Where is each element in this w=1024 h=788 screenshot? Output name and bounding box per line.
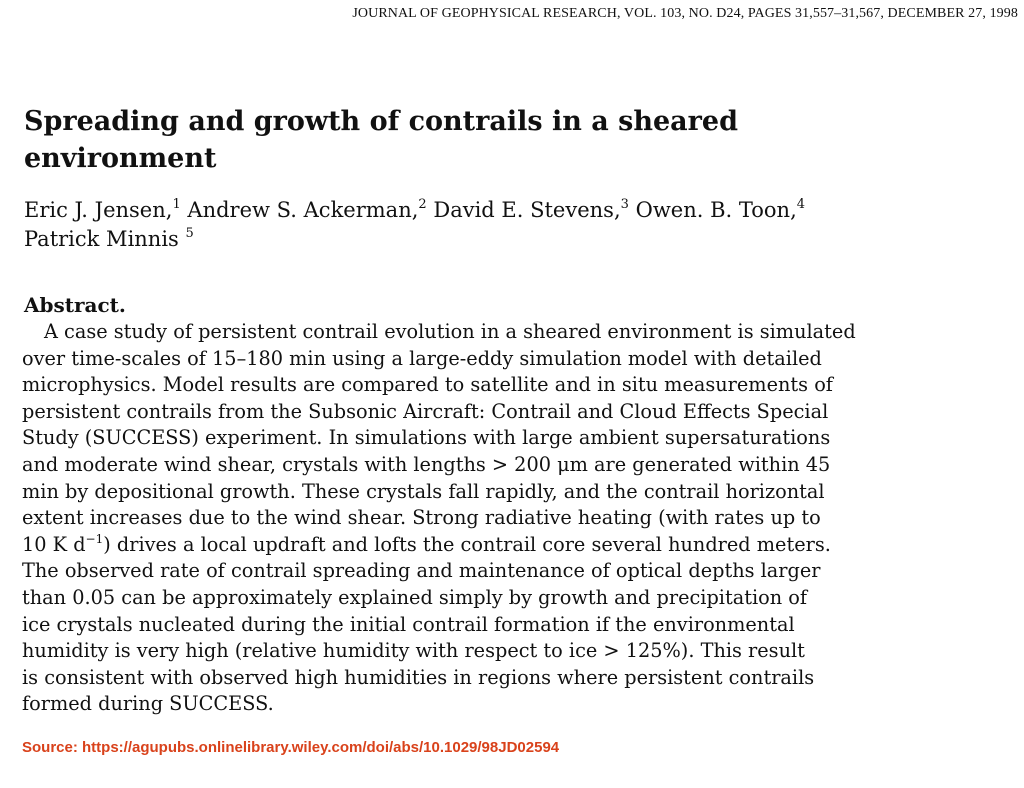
paper-title <box>24 103 924 177</box>
author-name: Andrew S. Ackerman, <box>187 198 419 222</box>
abstract-body <box>22 319 1022 718</box>
abstract-line: than 0.05 can be approximately explained simply by growth and precipitation of <box>22 585 808 609</box>
abstract-line: Study (SUCCESS) experiment. In simulations with large ambient supersaturations <box>22 426 831 450</box>
title-line-2: environment <box>24 143 217 174</box>
abstract-line-radiative <box>22 532 1022 559</box>
title-line-1: Spreading and growth of contrails in a sheared <box>24 106 738 137</box>
abstract-heading: Abstract. <box>24 293 126 317</box>
abstract-line: over time-scales of 15–180 min using a large-eddy simulation model with detailed <box>22 346 822 370</box>
abstract-line: The observed rate of contrail spreading and maintenance of optical depths larger <box>22 559 821 583</box>
abstract-line: and moderate wind shear, crystals with lengths > 200 μm are generated within 45 <box>22 452 831 476</box>
abstract-text: ) drives a local updraft and lofts the contrail core several hundred meters. <box>103 532 831 556</box>
author-affiliation: 5 <box>185 226 194 241</box>
abstract-text: 10 K d <box>22 532 86 556</box>
abstract-line: persistent contrails from the Subsonic Aircraft: Contrail and Cloud Effects Special <box>22 399 829 423</box>
abstract-line: min by depositional growth. These crystals fall rapidly, and the contrail horizontal <box>22 479 825 503</box>
abstract-line: A case study of persistent contrail evolution in a sheared environment is simulated <box>44 320 856 343</box>
abstract-line: extent increases due to the wind shear. Strong radiative heating (with rates up to <box>22 506 821 530</box>
author-line-1 <box>24 196 984 225</box>
author-affiliation: 1 <box>172 197 181 212</box>
author-line-2 <box>24 225 984 254</box>
author-name: Owen. B. Toon, <box>635 198 797 222</box>
source-link[interactable]: Source: https://agupubs.onlinelibrary.wiley.com/doi/abs/10.1029/98JD02594 <box>22 739 560 756</box>
abstract-exponent: −1 <box>85 531 104 546</box>
abstract-line: microphysics. Model results are compared to satellite and in situ measurements of <box>22 373 833 397</box>
author-name: David E. Stevens, <box>433 198 621 222</box>
abstract-line: is consistent with observed high humidities in regions where persistent contrails <box>22 665 815 689</box>
author-name: Eric J. Jensen, <box>24 198 173 222</box>
author-name: Patrick Minnis <box>24 227 179 251</box>
abstract-line: formed during SUCCESS. <box>22 692 274 716</box>
author-affiliation: 3 <box>620 197 629 212</box>
abstract-line: humidity is very high (relative humidity with respect to ice > 125%). This result <box>22 639 805 663</box>
abstract-line: ice crystals nucleated during the initial contrail formation if the environmental <box>22 612 795 636</box>
author-affiliation: 2 <box>418 197 427 212</box>
author-list <box>24 196 984 254</box>
running-head: JOURNAL OF GEOPHYSICAL RESEARCH, VOL. 103, NO. D24, PAGES 31,557–31,567, DECEMBER 27, 1998 <box>352 6 1018 21</box>
author-affiliation: 4 <box>796 197 806 212</box>
